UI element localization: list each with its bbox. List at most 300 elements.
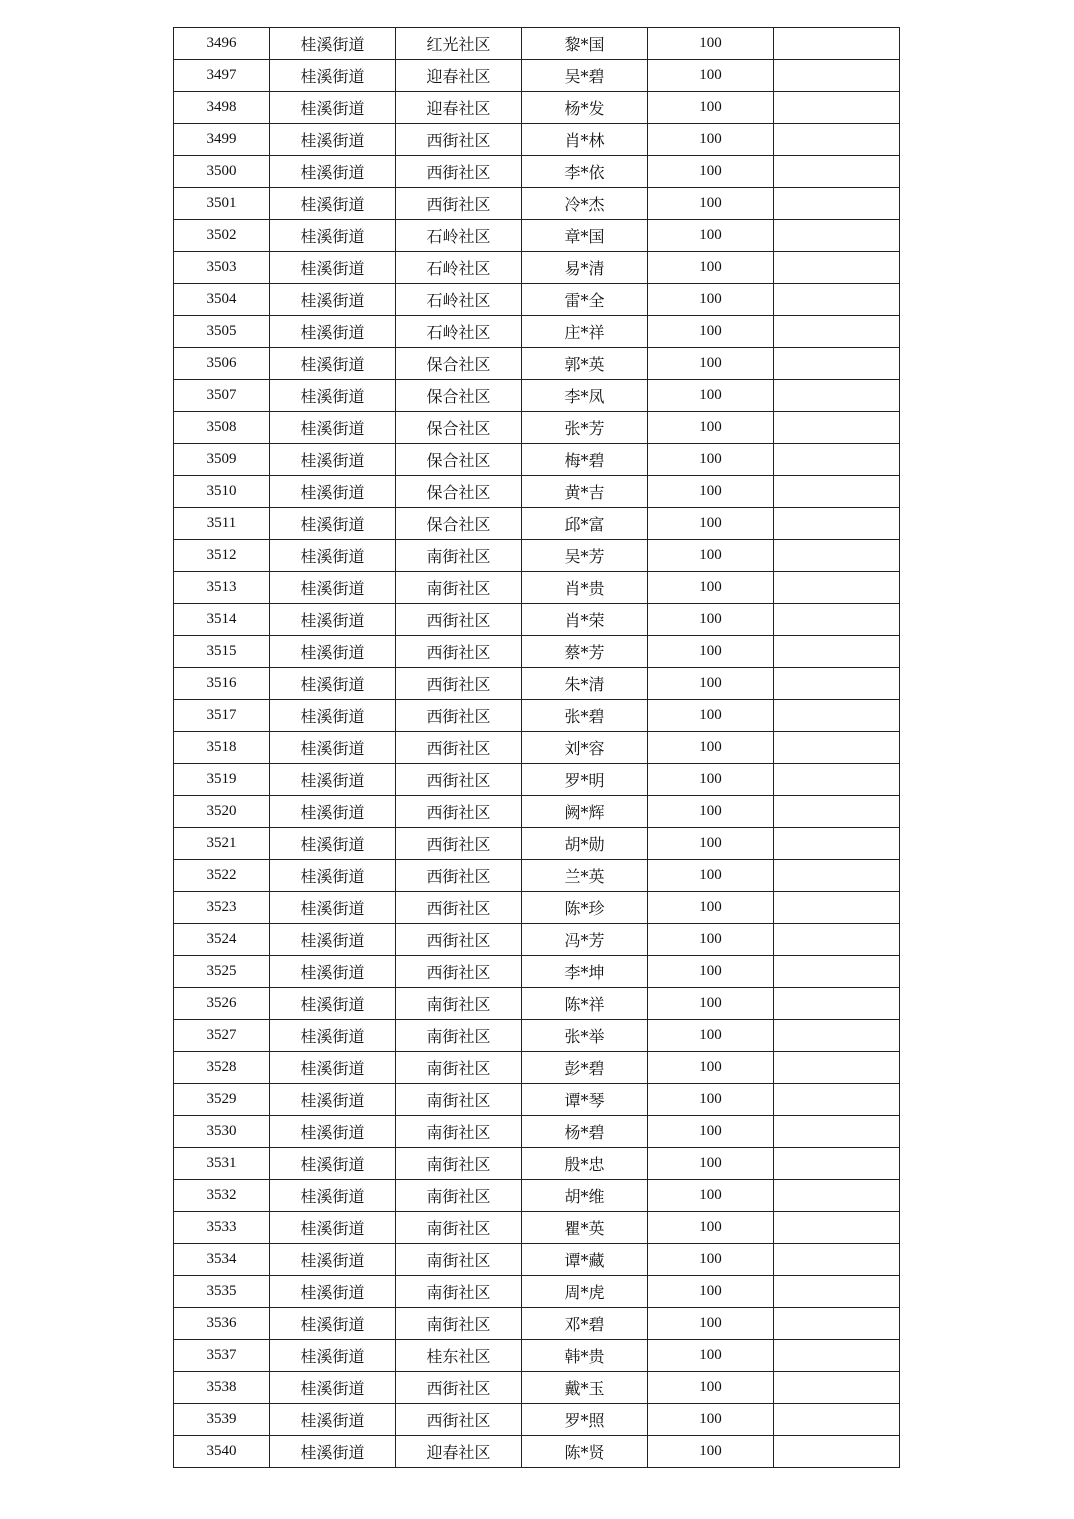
table-row [174, 284, 900, 316]
name-cell: 瞿*英 [522, 1212, 648, 1244]
community-cell: 石岭社区 [396, 284, 522, 316]
community-cell: 南街社区 [396, 1052, 522, 1084]
street-cell: 桂溪街道 [270, 284, 396, 316]
name-cell: 冷*杰 [522, 188, 648, 220]
table-row [174, 92, 900, 124]
table-row [174, 220, 900, 252]
remark-cell [774, 1052, 900, 1084]
community-cell: 石岭社区 [396, 252, 522, 284]
amount-cell: 100 [648, 764, 774, 796]
name-cell: 陈*珍 [522, 892, 648, 924]
table-row [174, 252, 900, 284]
street-cell: 桂溪街道 [270, 1148, 396, 1180]
community-cell: 保合社区 [396, 348, 522, 380]
street-cell: 桂溪街道 [270, 124, 396, 156]
street-cell: 桂溪街道 [270, 796, 396, 828]
community-cell: 石岭社区 [396, 220, 522, 252]
street-cell: 桂溪街道 [270, 924, 396, 956]
community-cell: 西街社区 [396, 668, 522, 700]
remark-cell [774, 700, 900, 732]
amount-cell: 100 [648, 860, 774, 892]
amount-cell: 100 [648, 1084, 774, 1116]
street-cell: 桂溪街道 [270, 444, 396, 476]
remark-cell [774, 92, 900, 124]
community-cell: 西街社区 [396, 636, 522, 668]
table-row [174, 1084, 900, 1116]
serial-number-cell: 3498 [174, 92, 270, 124]
name-cell: 邓*碧 [522, 1308, 648, 1340]
table-body [174, 28, 900, 1468]
street-cell: 桂溪街道 [270, 572, 396, 604]
remark-cell [774, 252, 900, 284]
remark-cell [774, 284, 900, 316]
street-cell: 桂溪街道 [270, 1308, 396, 1340]
remark-cell [774, 1084, 900, 1116]
street-cell: 桂溪街道 [270, 1340, 396, 1372]
street-cell: 桂溪街道 [270, 92, 396, 124]
amount-cell: 100 [648, 924, 774, 956]
amount-cell: 100 [648, 28, 774, 60]
remark-cell [774, 1116, 900, 1148]
serial-number-cell: 3524 [174, 924, 270, 956]
street-cell: 桂溪街道 [270, 988, 396, 1020]
name-cell: 黄*吉 [522, 476, 648, 508]
community-cell: 西街社区 [396, 188, 522, 220]
street-cell: 桂溪街道 [270, 1020, 396, 1052]
amount-cell: 100 [648, 60, 774, 92]
table-row [174, 764, 900, 796]
serial-number-cell: 3533 [174, 1212, 270, 1244]
street-cell: 桂溪街道 [270, 1244, 396, 1276]
table-row [174, 1436, 900, 1468]
name-cell: 罗*明 [522, 764, 648, 796]
remark-cell [774, 796, 900, 828]
name-cell: 蔡*芳 [522, 636, 648, 668]
table-row [174, 924, 900, 956]
serial-number-cell: 3531 [174, 1148, 270, 1180]
serial-number-cell: 3529 [174, 1084, 270, 1116]
remark-cell [774, 476, 900, 508]
remark-cell [774, 540, 900, 572]
street-cell: 桂溪街道 [270, 700, 396, 732]
street-cell: 桂溪街道 [270, 380, 396, 412]
amount-cell: 100 [648, 892, 774, 924]
amount-cell: 100 [648, 124, 774, 156]
table-row [174, 508, 900, 540]
street-cell: 桂溪街道 [270, 1276, 396, 1308]
remark-cell [774, 348, 900, 380]
table-row [174, 828, 900, 860]
community-cell: 南街社区 [396, 1148, 522, 1180]
name-cell: 吴*碧 [522, 60, 648, 92]
remark-cell [774, 764, 900, 796]
amount-cell: 100 [648, 572, 774, 604]
amount-cell: 100 [648, 828, 774, 860]
community-cell: 南街社区 [396, 1020, 522, 1052]
street-cell: 桂溪街道 [270, 1180, 396, 1212]
table-row [174, 188, 900, 220]
amount-cell: 100 [648, 348, 774, 380]
street-cell: 桂溪街道 [270, 604, 396, 636]
street-cell: 桂溪街道 [270, 732, 396, 764]
street-cell: 桂溪街道 [270, 1436, 396, 1468]
community-cell: 西街社区 [396, 156, 522, 188]
remark-cell [774, 1212, 900, 1244]
street-cell: 桂溪街道 [270, 956, 396, 988]
community-cell: 保合社区 [396, 412, 522, 444]
remark-cell [774, 1276, 900, 1308]
name-cell: 肖*荣 [522, 604, 648, 636]
name-cell: 梅*碧 [522, 444, 648, 476]
amount-cell: 100 [648, 1244, 774, 1276]
serial-number-cell: 3517 [174, 700, 270, 732]
community-cell: 西街社区 [396, 732, 522, 764]
street-cell: 桂溪街道 [270, 892, 396, 924]
amount-cell: 100 [648, 988, 774, 1020]
street-cell: 桂溪街道 [270, 60, 396, 92]
street-cell: 桂溪街道 [270, 1372, 396, 1404]
name-cell: 冯*芳 [522, 924, 648, 956]
serial-number-cell: 3513 [174, 572, 270, 604]
serial-number-cell: 3535 [174, 1276, 270, 1308]
table-row [174, 732, 900, 764]
remark-cell [774, 508, 900, 540]
name-cell: 谭*琴 [522, 1084, 648, 1116]
amount-cell: 100 [648, 668, 774, 700]
name-cell: 李*凤 [522, 380, 648, 412]
street-cell: 桂溪街道 [270, 540, 396, 572]
street-cell: 桂溪街道 [270, 668, 396, 700]
community-cell: 西街社区 [396, 892, 522, 924]
community-cell: 保合社区 [396, 476, 522, 508]
remark-cell [774, 1020, 900, 1052]
table-row [174, 796, 900, 828]
community-cell: 保合社区 [396, 380, 522, 412]
amount-cell: 100 [648, 1372, 774, 1404]
data-table [173, 27, 900, 1468]
remark-cell [774, 956, 900, 988]
remark-cell [774, 988, 900, 1020]
amount-cell: 100 [648, 92, 774, 124]
table-row [174, 1020, 900, 1052]
amount-cell: 100 [648, 444, 774, 476]
remark-cell [774, 1244, 900, 1276]
community-cell: 西街社区 [396, 956, 522, 988]
name-cell: 庄*祥 [522, 316, 648, 348]
table-row [174, 1148, 900, 1180]
street-cell: 桂溪街道 [270, 476, 396, 508]
amount-cell: 100 [648, 636, 774, 668]
community-cell: 西街社区 [396, 828, 522, 860]
community-cell: 南街社区 [396, 1180, 522, 1212]
community-cell: 保合社区 [396, 508, 522, 540]
remark-cell [774, 1308, 900, 1340]
community-cell: 西街社区 [396, 860, 522, 892]
community-cell: 保合社区 [396, 444, 522, 476]
table-row [174, 540, 900, 572]
table-row [174, 700, 900, 732]
serial-number-cell: 3515 [174, 636, 270, 668]
community-cell: 西街社区 [396, 764, 522, 796]
name-cell: 罗*照 [522, 1404, 648, 1436]
remark-cell [774, 156, 900, 188]
serial-number-cell: 3508 [174, 412, 270, 444]
remark-cell [774, 924, 900, 956]
serial-number-cell: 3501 [174, 188, 270, 220]
serial-number-cell: 3504 [174, 284, 270, 316]
amount-cell: 100 [648, 1404, 774, 1436]
serial-number-cell: 3528 [174, 1052, 270, 1084]
name-cell: 李*依 [522, 156, 648, 188]
street-cell: 桂溪街道 [270, 508, 396, 540]
name-cell: 陈*贤 [522, 1436, 648, 1468]
community-cell: 南街社区 [396, 988, 522, 1020]
remark-cell [774, 412, 900, 444]
amount-cell: 100 [648, 1180, 774, 1212]
amount-cell: 100 [648, 1052, 774, 1084]
serial-number-cell: 3514 [174, 604, 270, 636]
serial-number-cell: 3519 [174, 764, 270, 796]
amount-cell: 100 [648, 796, 774, 828]
community-cell: 西街社区 [396, 700, 522, 732]
community-cell: 南街社区 [396, 1116, 522, 1148]
community-cell: 红光社区 [396, 28, 522, 60]
table-row [174, 28, 900, 60]
remark-cell [774, 732, 900, 764]
amount-cell: 100 [648, 1020, 774, 1052]
table-row [174, 1372, 900, 1404]
street-cell: 桂溪街道 [270, 28, 396, 60]
name-cell: 雷*全 [522, 284, 648, 316]
serial-number-cell: 3537 [174, 1340, 270, 1372]
street-cell: 桂溪街道 [270, 316, 396, 348]
street-cell: 桂溪街道 [270, 1404, 396, 1436]
community-cell: 南街社区 [396, 1212, 522, 1244]
table-row [174, 892, 900, 924]
street-cell: 桂溪街道 [270, 252, 396, 284]
remark-cell [774, 188, 900, 220]
name-cell: 杨*碧 [522, 1116, 648, 1148]
table-row [174, 1212, 900, 1244]
table-row [174, 1180, 900, 1212]
street-cell: 桂溪街道 [270, 1116, 396, 1148]
amount-cell: 100 [648, 412, 774, 444]
name-cell: 阙*辉 [522, 796, 648, 828]
amount-cell: 100 [648, 476, 774, 508]
remark-cell [774, 892, 900, 924]
serial-number-cell: 3499 [174, 124, 270, 156]
table-row [174, 1404, 900, 1436]
serial-number-cell: 3521 [174, 828, 270, 860]
street-cell: 桂溪街道 [270, 860, 396, 892]
community-cell: 西街社区 [396, 124, 522, 156]
street-cell: 桂溪街道 [270, 764, 396, 796]
street-cell: 桂溪街道 [270, 220, 396, 252]
community-cell: 南街社区 [396, 572, 522, 604]
serial-number-cell: 3539 [174, 1404, 270, 1436]
table-row [174, 668, 900, 700]
name-cell: 肖*林 [522, 124, 648, 156]
amount-cell: 100 [648, 604, 774, 636]
serial-number-cell: 3506 [174, 348, 270, 380]
amount-cell: 100 [648, 380, 774, 412]
amount-cell: 100 [648, 540, 774, 572]
name-cell: 黎*国 [522, 28, 648, 60]
amount-cell: 100 [648, 156, 774, 188]
table-row [174, 476, 900, 508]
street-cell: 桂溪街道 [270, 348, 396, 380]
remark-cell [774, 1180, 900, 1212]
community-cell: 南街社区 [396, 1308, 522, 1340]
serial-number-cell: 3500 [174, 156, 270, 188]
amount-cell: 100 [648, 732, 774, 764]
table-row [174, 1244, 900, 1276]
name-cell: 朱*清 [522, 668, 648, 700]
serial-number-cell: 3525 [174, 956, 270, 988]
community-cell: 西街社区 [396, 924, 522, 956]
remark-cell [774, 28, 900, 60]
table-row [174, 316, 900, 348]
serial-number-cell: 3503 [174, 252, 270, 284]
table-row [174, 860, 900, 892]
remark-cell [774, 316, 900, 348]
serial-number-cell: 3518 [174, 732, 270, 764]
street-cell: 桂溪街道 [270, 636, 396, 668]
remark-cell [774, 124, 900, 156]
amount-cell: 100 [648, 220, 774, 252]
serial-number-cell: 3496 [174, 28, 270, 60]
table-row [174, 1276, 900, 1308]
community-cell: 迎春社区 [396, 60, 522, 92]
amount-cell: 100 [648, 188, 774, 220]
community-cell: 西街社区 [396, 1372, 522, 1404]
serial-number-cell: 3505 [174, 316, 270, 348]
street-cell: 桂溪街道 [270, 1212, 396, 1244]
community-cell: 南街社区 [396, 1276, 522, 1308]
community-cell: 西街社区 [396, 604, 522, 636]
amount-cell: 100 [648, 316, 774, 348]
amount-cell: 100 [648, 1212, 774, 1244]
amount-cell: 100 [648, 1308, 774, 1340]
name-cell: 彭*碧 [522, 1052, 648, 1084]
community-cell: 南街社区 [396, 1084, 522, 1116]
amount-cell: 100 [648, 284, 774, 316]
table-row [174, 124, 900, 156]
amount-cell: 100 [648, 956, 774, 988]
remark-cell [774, 1340, 900, 1372]
table-row [174, 1116, 900, 1148]
table-row [174, 956, 900, 988]
community-cell: 迎春社区 [396, 1436, 522, 1468]
serial-number-cell: 3510 [174, 476, 270, 508]
serial-number-cell: 3536 [174, 1308, 270, 1340]
table-row [174, 636, 900, 668]
amount-cell: 100 [648, 700, 774, 732]
remark-cell [774, 1436, 900, 1468]
amount-cell: 100 [648, 1276, 774, 1308]
name-cell: 邱*富 [522, 508, 648, 540]
name-cell: 韩*贵 [522, 1340, 648, 1372]
name-cell: 章*国 [522, 220, 648, 252]
community-cell: 石岭社区 [396, 316, 522, 348]
remark-cell [774, 828, 900, 860]
remark-cell [774, 1404, 900, 1436]
table-row [174, 988, 900, 1020]
serial-number-cell: 3512 [174, 540, 270, 572]
serial-number-cell: 3511 [174, 508, 270, 540]
community-cell: 西街社区 [396, 1404, 522, 1436]
name-cell: 张*举 [522, 1020, 648, 1052]
table-row [174, 572, 900, 604]
table-row [174, 412, 900, 444]
serial-number-cell: 3502 [174, 220, 270, 252]
remark-cell [774, 380, 900, 412]
name-cell: 戴*玉 [522, 1372, 648, 1404]
serial-number-cell: 3522 [174, 860, 270, 892]
remark-cell [774, 572, 900, 604]
community-cell: 西街社区 [396, 796, 522, 828]
table-row [174, 380, 900, 412]
name-cell: 易*清 [522, 252, 648, 284]
amount-cell: 100 [648, 508, 774, 540]
serial-number-cell: 3507 [174, 380, 270, 412]
remark-cell [774, 604, 900, 636]
amount-cell: 100 [648, 1340, 774, 1372]
amount-cell: 100 [648, 252, 774, 284]
name-cell: 吴*芳 [522, 540, 648, 572]
serial-number-cell: 3532 [174, 1180, 270, 1212]
community-cell: 桂东社区 [396, 1340, 522, 1372]
serial-number-cell: 3523 [174, 892, 270, 924]
remark-cell [774, 1372, 900, 1404]
serial-number-cell: 3527 [174, 1020, 270, 1052]
name-cell: 胡*维 [522, 1180, 648, 1212]
serial-number-cell: 3526 [174, 988, 270, 1020]
remark-cell [774, 1148, 900, 1180]
serial-number-cell: 3540 [174, 1436, 270, 1468]
table-row [174, 60, 900, 92]
community-cell: 南街社区 [396, 540, 522, 572]
remark-cell [774, 860, 900, 892]
community-cell: 迎春社区 [396, 92, 522, 124]
community-cell: 南街社区 [396, 1244, 522, 1276]
remark-cell [774, 668, 900, 700]
street-cell: 桂溪街道 [270, 156, 396, 188]
table-row [174, 348, 900, 380]
remark-cell [774, 444, 900, 476]
table-row [174, 1052, 900, 1084]
serial-number-cell: 3530 [174, 1116, 270, 1148]
name-cell: 郭*英 [522, 348, 648, 380]
street-cell: 桂溪街道 [270, 828, 396, 860]
remark-cell [774, 60, 900, 92]
remark-cell [774, 220, 900, 252]
name-cell: 兰*英 [522, 860, 648, 892]
name-cell: 胡*勋 [522, 828, 648, 860]
name-cell: 肖*贵 [522, 572, 648, 604]
serial-number-cell: 3509 [174, 444, 270, 476]
serial-number-cell: 3538 [174, 1372, 270, 1404]
name-cell: 谭*藏 [522, 1244, 648, 1276]
remark-cell [774, 636, 900, 668]
street-cell: 桂溪街道 [270, 1052, 396, 1084]
name-cell: 刘*容 [522, 732, 648, 764]
name-cell: 张*芳 [522, 412, 648, 444]
name-cell: 李*坤 [522, 956, 648, 988]
name-cell: 杨*发 [522, 92, 648, 124]
serial-number-cell: 3520 [174, 796, 270, 828]
table-row [174, 156, 900, 188]
